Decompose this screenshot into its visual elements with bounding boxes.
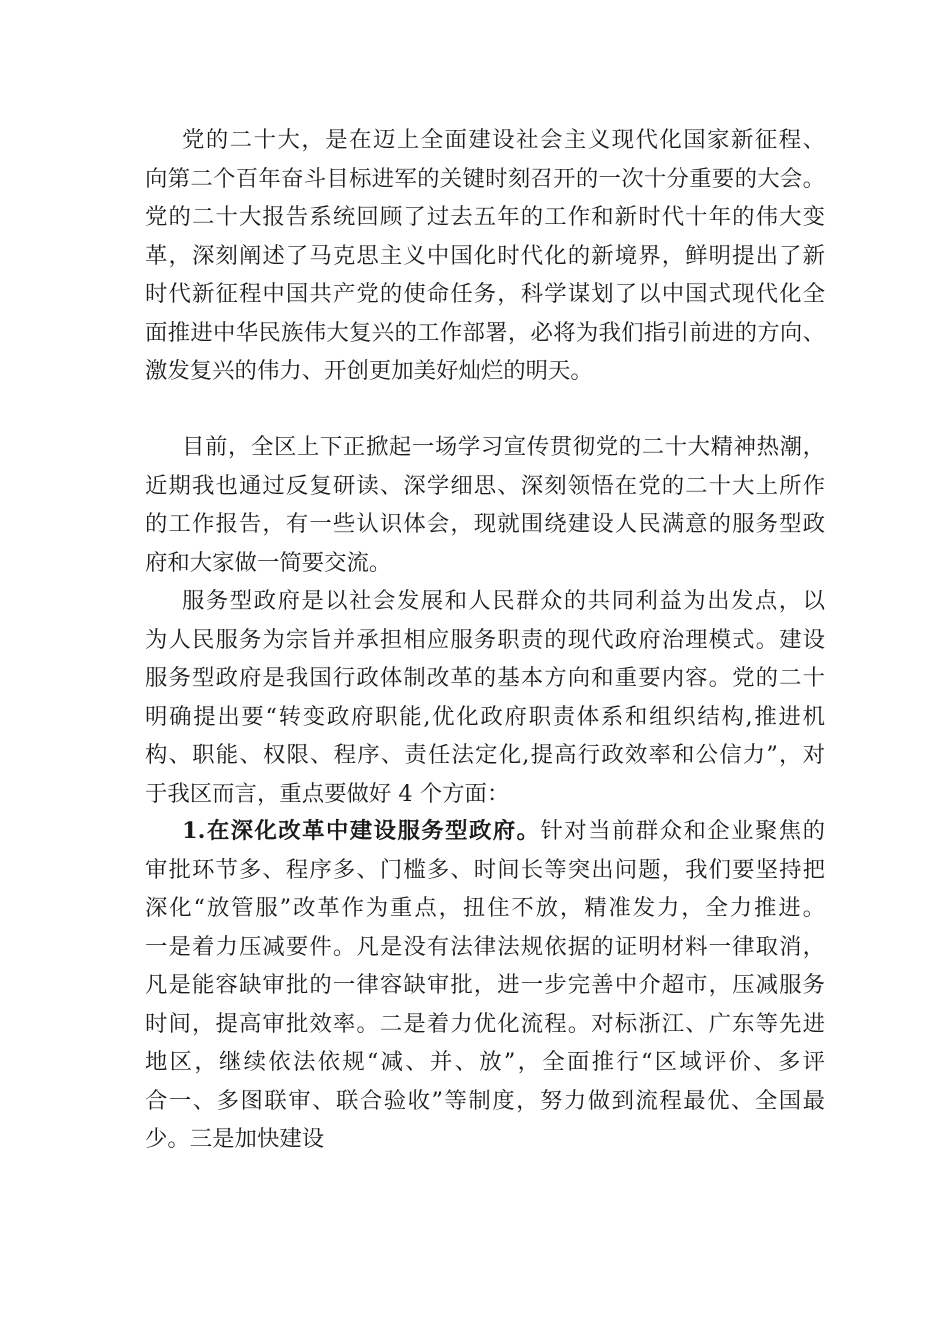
paragraph-3-line-1: 服务型政府是以社会发展和人民群众的共同利益为出发点，以 xyxy=(182,588,825,614)
paragraph-4-line-1 xyxy=(145,812,825,851)
paragraph-3-line-4: 明确提出要“转变政府职能,优化政府职责体系和组织结构,推进机 xyxy=(145,703,825,730)
paragraph-4-line-5: 凡是能容缺审批的一律容缺审批，进一步完善中介超市，压减服务 xyxy=(145,972,825,998)
paragraph-4-line-8: 合一、多图联审、联合验收”等制度，努力做到流程最优、全国最 xyxy=(145,1087,825,1114)
paragraph-2-line-2: 近期我也通过反复研读、深学细思、深刻领悟在党的二十大上所作 xyxy=(145,472,825,499)
paragraph-2 xyxy=(145,428,825,582)
paragraph-1-line-5: 时代新征程中国共产党的使命任务，科学谋划了以中国式现代化全 xyxy=(145,281,825,307)
paragraph-1-line-2: 向第二个百年奋斗目标进军的关键时刻召开的一次十分重要的大会。 xyxy=(145,165,825,192)
paragraph-4-line-3: 深化“放管服”改革作为重点，扭住不放，精准发力，全力推进。 xyxy=(145,895,825,921)
paragraph-3-line-5: 构、职能、权限、程序、责任法定化,提高行政效率和公信力”，对 xyxy=(145,742,825,768)
paragraph-1-line-7: 激发复兴的伟力、开创更加美好灿烂的明天。 xyxy=(145,358,593,384)
paragraph-1-line-1: 党的二十大，是在迈上全面建设社会主义现代化国家新征程、 xyxy=(182,127,825,153)
paragraph-4-line-6: 时间，提高审批效率。二是着力优化流程。对标浙江、广东等先进 xyxy=(145,1010,825,1037)
paragraph-4-line-9: 少。三是加快建设 xyxy=(145,1126,325,1152)
paragraph-2-line-4: 府和大家做一简要交流。 xyxy=(145,549,392,576)
paragraph-2-line-3: 的工作报告，有一些认识体会，现就围绕建设人民满意的服务型政 xyxy=(145,511,825,537)
paragraph-1 xyxy=(145,121,825,391)
paragraph-4 xyxy=(145,812,825,1159)
paragraph-2-line-1: 目前，全区上下正掀起一场学习宣传贯彻党的二十大精神热潮， xyxy=(182,434,825,460)
paragraph-4-line-2: 审批环节多、程序多、门槛多、时间长等突出问题，我们要坚持把 xyxy=(145,856,825,883)
paragraph-4-line-7: 地区，继续依法依规“减、并、放”，全面推行“区域评价、多评 xyxy=(145,1049,825,1075)
paragraph-4-line-1-rest: 针对当前群众和企业聚焦的 xyxy=(540,818,826,844)
paragraph-1-line-6: 面推进中华民族伟大复兴的工作部署，必将为我们指引前进的方向、 xyxy=(145,319,825,346)
section-heading: 1.在深化改革中建设服务型政府。 xyxy=(182,818,541,844)
paragraph-3 xyxy=(145,582,825,813)
paragraph-1-line-3: 党的二十大报告系统回顾了过去五年的工作和新时代十年的伟大变 xyxy=(145,204,825,230)
paragraph-3-line-3: 服务型政府是我国行政体制改革的基本方向和重要内容。党的二十 xyxy=(145,665,825,691)
paragraph-4-line-4: 一是着力压减要件。凡是没有法律法规依据的证明材料一律取消， xyxy=(145,933,825,960)
paragraph-1-line-4: 革，深刻阐述了马克思主义中国化时代化的新境界，鲜明提出了新 xyxy=(145,242,825,269)
paragraph-3-line-2: 为人民服务为宗旨并承担相应服务职责的现代政府治理模式。建设 xyxy=(145,626,825,653)
paragraph-3-line-6: 于我区而言，重点要做好 4 个方面： xyxy=(145,780,510,807)
